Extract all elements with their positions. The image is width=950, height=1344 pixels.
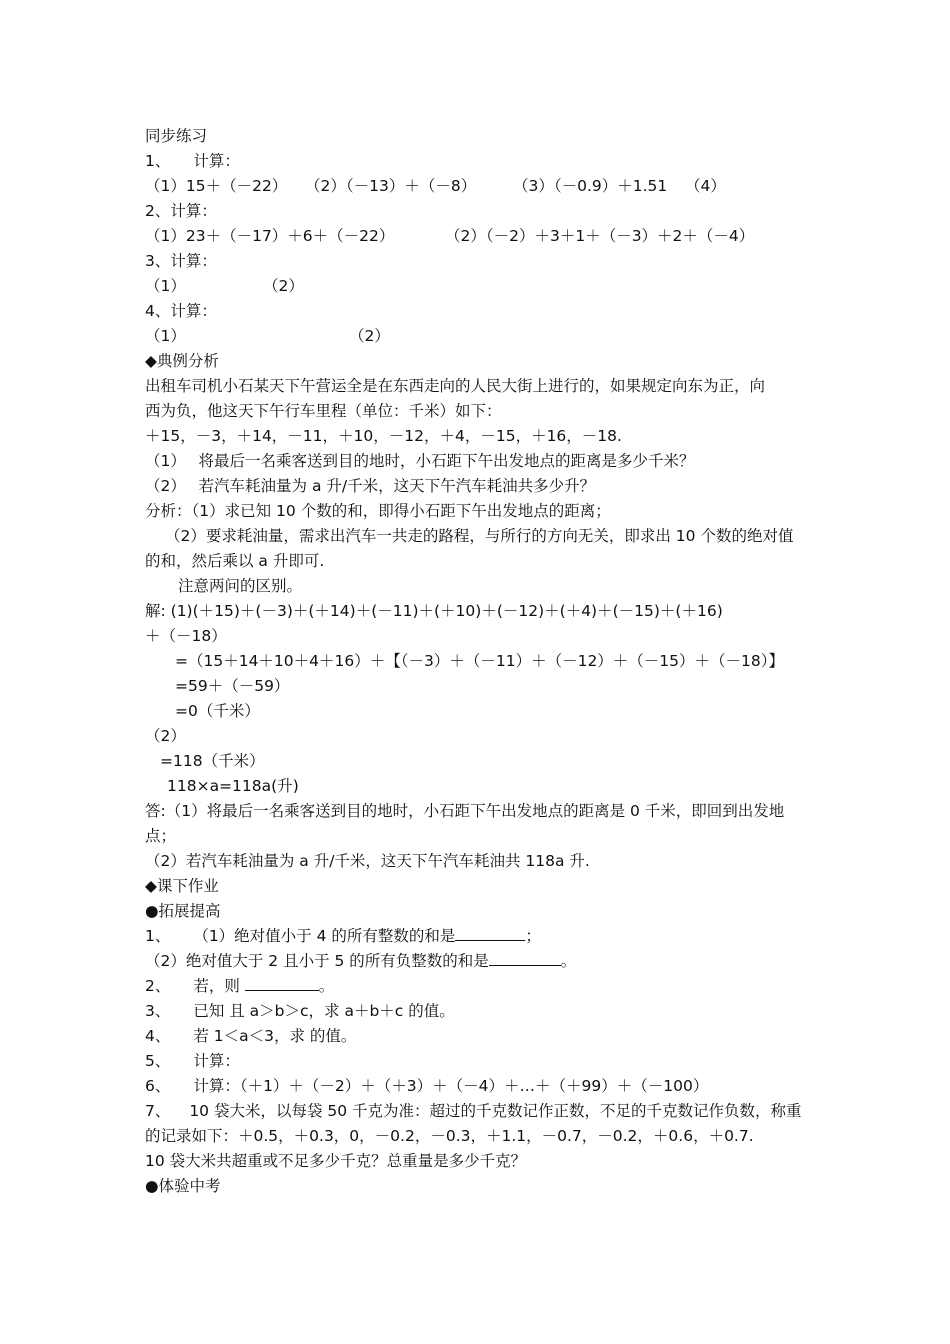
homework-heading: ◆课下作业: [145, 877, 219, 895]
problem-text: 西为负，他这天下午行车里程（单位：千米）如下：: [145, 402, 502, 420]
question-text: 计算：: [193, 1052, 240, 1070]
question-text: （2）绝对值大于 2 且小于 5 的所有负整数的和是: [145, 952, 489, 970]
question-3: 3、计算：: [145, 252, 217, 270]
subsection-heading: ●拓展提高: [145, 902, 221, 920]
question-text: （1）绝对值小于 4 的所有整数的和是: [193, 927, 456, 945]
item-1: （1）15＋（－22）: [145, 177, 288, 195]
answer-text: （2）若汽车耗油量为 a 升/千米，这天下午汽车耗油共 118a 升.: [145, 852, 590, 870]
section-title: 同步练习: [145, 127, 208, 145]
analysis-text: 的和，然后乘以 a 升即可.: [145, 552, 325, 570]
solution-line: 118×a=118a(升): [167, 777, 299, 795]
item-3: （3）（－0.9）＋1.51: [513, 177, 668, 195]
punctuation: 。: [318, 977, 335, 995]
mileage-data: ＋15，－3，＋14，－11，＋10，－12，＋4，－15，＋16，－18.: [145, 427, 622, 445]
question-text: 若 1＜a＜3，求 的值。: [193, 1027, 357, 1045]
answer-blank: [489, 949, 561, 966]
note-text: 注意两问的区别。: [178, 577, 303, 595]
subsection-heading: ●体验中考: [145, 1177, 221, 1195]
homework-question-3: [145, 999, 455, 1024]
question-text: 计算：（＋1）＋（－2）＋（＋3）＋（－4）＋…＋（＋99）＋（－100）: [193, 1077, 709, 1095]
analysis-text: （2）要求耗油量，需求出汽车一共走的路程，与所行的方向无关，即求出 10 个数的绝对值: [165, 527, 794, 545]
question-text: 10 袋大米共超重或不足多少千克？总重量是多少千克？: [145, 1152, 527, 1170]
item-1: （1）: [145, 327, 186, 345]
question-text: 计算：: [193, 152, 240, 170]
homework-question-1b: [145, 949, 576, 974]
homework-question-5: [145, 1049, 240, 1074]
solution-line: 解: (1)(＋15)＋(－3)＋(＋14)＋(－11)＋(＋10)＋(－12)＋(＋4)＋(－15)＋(＋16): [145, 602, 723, 620]
item-2: （2）（－13）＋（－8）: [305, 177, 477, 195]
problem-text: 出租车司机小石某天下午营运全是在东西走向的人民大街上进行的，如果规定向东为正，向: [145, 377, 766, 395]
question-1: [145, 149, 240, 174]
question-number: 6、: [145, 1077, 171, 1095]
homework-question-6: [145, 1074, 708, 1099]
example-question-2: （2） 若汽车耗油量为 a 升/千米，这天下午汽车耗油共多少升？: [145, 477, 596, 495]
item-4: （4）: [685, 177, 726, 195]
question-number: 4、: [145, 1027, 171, 1045]
item-1: （1）23＋（－17）＋6＋（－22）: [145, 227, 395, 245]
item-2: （2）（－2）＋3＋1＋（－3）＋2＋（－4）: [445, 227, 755, 245]
solution-line: =118（千米）: [160, 752, 265, 770]
question-number: 5、: [145, 1052, 171, 1070]
question-number: 1、: [145, 927, 171, 945]
answer-blank: [455, 924, 525, 941]
punctuation: ；: [525, 927, 541, 945]
weight-records: 的记录如下：＋0.5，＋0.3，0，－0.2，－0.3，＋1.1，－0.7，－0.2，＋0.6，＋0.7.: [145, 1127, 754, 1145]
question-number: 1、: [145, 152, 171, 170]
answer-text: 点；: [145, 827, 177, 845]
homework-question-7: [145, 1099, 802, 1124]
question-text: 已知 且 a＞b＞c，求 a＋b＋c 的值。: [193, 1002, 455, 1020]
question-2: 2、计算：: [145, 202, 217, 220]
homework-question-2: [145, 974, 334, 999]
answer-text: 答:（1）将最后一名乘客送到目的地时，小石距下午出发地点的距离是 0 千米，即回到出发地: [145, 802, 785, 820]
item-2: （2）: [349, 327, 390, 345]
answer-blank: [245, 974, 319, 991]
solution-line: ＋（－18）: [145, 627, 227, 645]
item-1: （1）: [145, 277, 186, 295]
question-number: 2、: [145, 977, 171, 995]
question-number: 7、: [145, 1102, 171, 1120]
item-2: （2）: [263, 277, 304, 295]
solution-line: =59＋（－59）: [175, 677, 290, 695]
punctuation: 。: [560, 952, 577, 970]
solution-line: =0（千米）: [175, 702, 260, 720]
solution-line: =（15＋14＋10＋4＋16）＋【（－3）＋（－11）＋（－12）＋（－15）＋（－18）】: [175, 652, 784, 670]
homework-question-1: [145, 924, 541, 949]
solution-line: （2）: [145, 727, 186, 745]
question-number: 3、: [145, 1002, 171, 1020]
question-4: 4、计算：: [145, 302, 217, 320]
analysis-text: 分析：（1）求已知 10 个数的和，即得小石距下午出发地点的距离；: [145, 502, 611, 520]
example-question-1: （1） 将最后一名乘客送到目的地时，小石距下午出发地点的距离是多少千米？: [145, 452, 695, 470]
question-text: 若，则: [193, 977, 240, 995]
homework-question-4: [145, 1024, 356, 1049]
question-text: 10 袋大米，以每袋 50 千克为准：超过的千克数记作正数，不足的千克数记作负数，称重: [189, 1102, 802, 1120]
example-heading: ◆典例分析: [145, 352, 219, 370]
